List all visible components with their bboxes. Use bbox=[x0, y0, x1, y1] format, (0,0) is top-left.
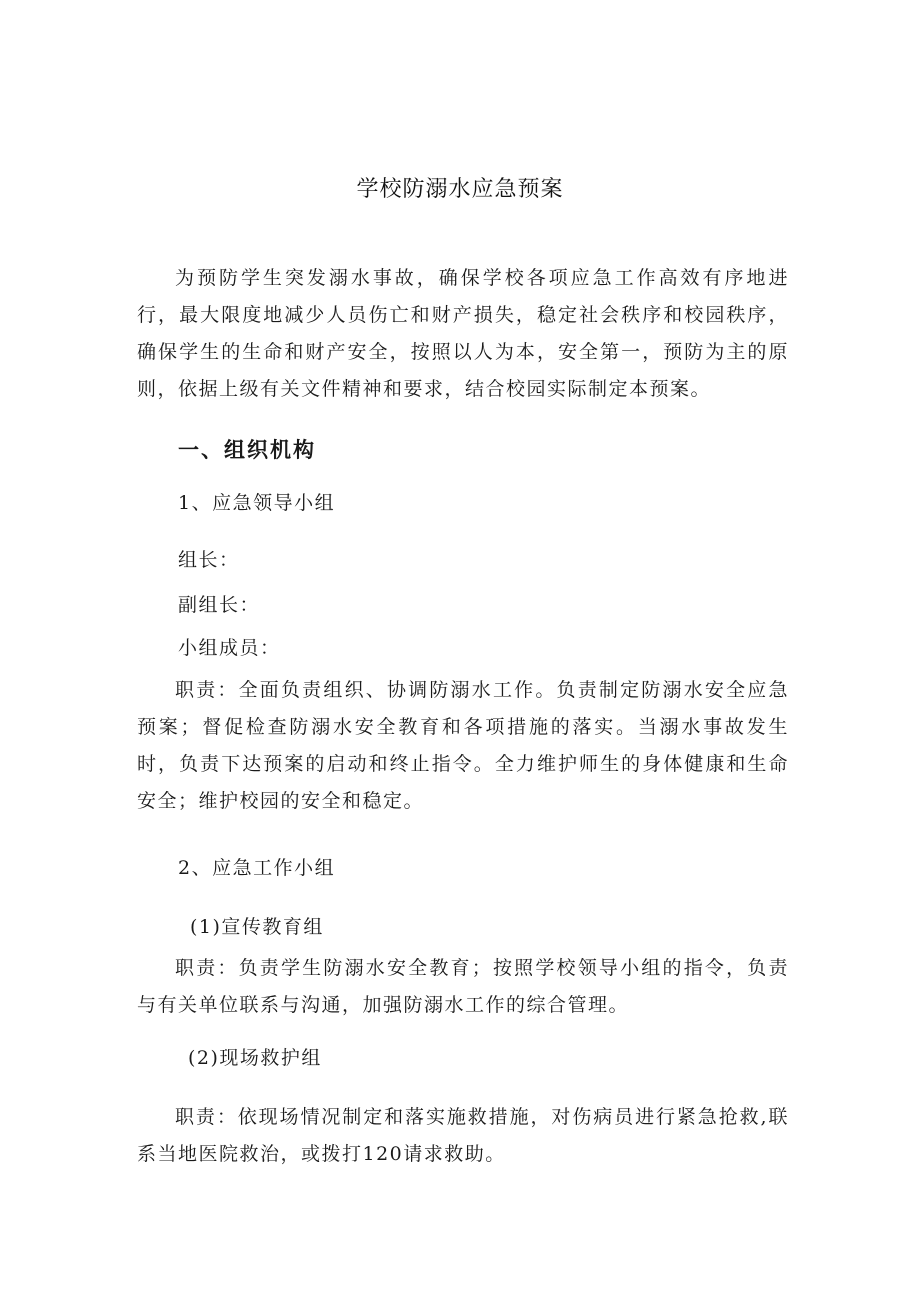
document-title: 学校防溺水应急预案 bbox=[356, 177, 564, 202]
subsection-emergency-work: 2、应急工作小组 bbox=[178, 857, 336, 879]
leader-duty-paragraph: 职责：全面负责组织、协调防溺水工作。负责制定防溺水安全应急预案；督促检查防溺水安全教育和各项措施的落实。当溺水事故发生时，负责下达预案的启动和终止指令。全力维护师生的身体健康和生命安全；维护校园的安全和稳定。 bbox=[137, 679, 789, 812]
vice-leader-label: 副组长： bbox=[178, 594, 261, 616]
section-heading-organization: 一、组织机构 bbox=[178, 438, 316, 462]
subsection-emergency-leadership: 1、应急领导小组 bbox=[178, 492, 336, 514]
members-label: 小组成员： bbox=[178, 637, 281, 659]
group-publicity-duty: 职责：负责学生防溺水安全教育；按照学校领导小组的指令，负责与有关单位联系与沟通，加强防溺水工作的综合管理。 bbox=[137, 957, 789, 1016]
intro-paragraph: 为预防学生突发溺水事故，确保学校各项应急工作高效有序地进行，最大限度地减少人员伤亡和财产损失，稳定社会秩序和校园秩序，确保学生的生命和财产安全，按照以人为本，安全第一，预防为主的原则，依据上级有关文件精神和要求，结合校园实际制定本预案。 bbox=[137, 267, 789, 400]
leader-label: 组长： bbox=[178, 549, 240, 571]
group-rescue-title: (2)现场救护组 bbox=[188, 1047, 322, 1069]
group-rescue-duty: 职责：依现场情况制定和落实施救措施，对伤病员进行紧急抢救,联系当地医院救治，或拨打120请求救助。 bbox=[137, 1106, 789, 1165]
group-publicity-title: (1)宣传教育组 bbox=[190, 916, 324, 938]
